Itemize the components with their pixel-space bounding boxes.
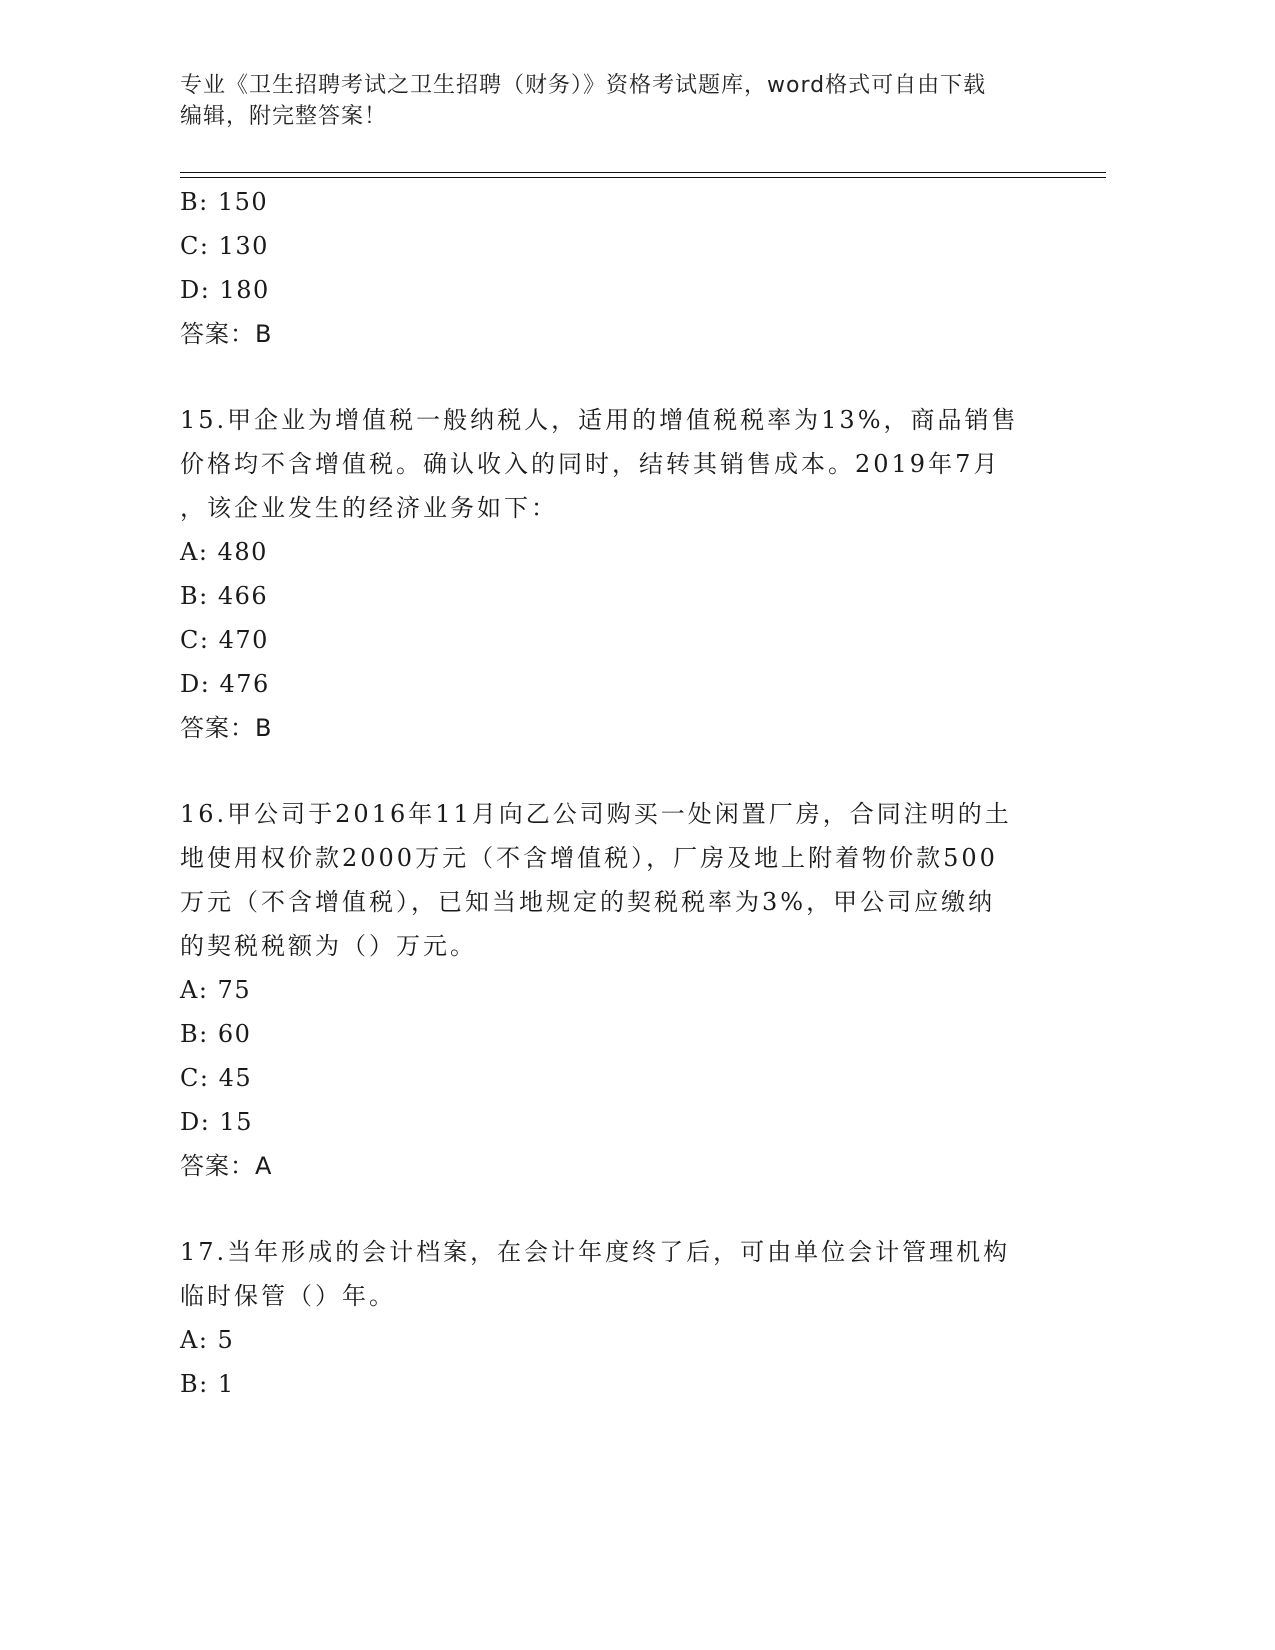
- block-spacer: [180, 356, 1040, 398]
- question-text-line: 的契税税额为（）万元。: [180, 932, 477, 960]
- header-rule-bottom: [180, 177, 1106, 178]
- header-line-1: 专业《卫生招聘考试之卫生招聘（财务）》资格考试题库，word格式可自由下载: [180, 73, 987, 98]
- option-a: A: 75: [180, 976, 252, 1004]
- block-spacer: [180, 1188, 1040, 1230]
- question-text-line: 地使用权价款2000万元（不含增值税），厂房及地上附着物价款500: [180, 844, 998, 872]
- answer-line: 答案：B: [180, 714, 273, 742]
- option-b: B: 150: [180, 188, 269, 216]
- option-d: D: 180: [180, 276, 270, 304]
- option-b: B: 466: [180, 582, 269, 610]
- option-a: A: 480: [180, 538, 268, 566]
- question-text-line: ，该企业发生的经济业务如下：: [180, 494, 558, 522]
- answer-line: 答案：B: [180, 320, 273, 348]
- option-a: A: 5: [180, 1326, 235, 1354]
- question-text-line: 价格均不含增值税。确认收入的同时，结转其销售成本。2019年7月: [180, 450, 1001, 478]
- question-block: [180, 1230, 1040, 1406]
- answer-line: 答案：A: [180, 1152, 273, 1180]
- header-line-2: 编辑，附完整答案！: [180, 104, 388, 129]
- question-block: [180, 398, 1040, 750]
- question-list: [180, 180, 1040, 1406]
- option-d: D: 476: [180, 670, 270, 698]
- option-c: C: 45: [180, 1064, 253, 1092]
- question-block: [180, 180, 1040, 356]
- option-c: C: 470: [180, 626, 269, 654]
- question-text-line: 17.当年形成的会计档案，在会计年度终了后，可由单位会计管理机构: [180, 1238, 1011, 1266]
- question-text-line: 万元（不含增值税），已知当地规定的契税税率为3%，甲公司应缴纳: [180, 888, 996, 916]
- question-block: [180, 792, 1040, 1188]
- option-b: B: 60: [180, 1020, 252, 1048]
- option-c: C: 130: [180, 232, 269, 260]
- document-header: [180, 70, 1040, 132]
- block-spacer: [180, 750, 1040, 792]
- question-text-line: 临时保管（）年。: [180, 1282, 396, 1310]
- question-text-line: 16.甲公司于2016年11月向乙公司购买一处闲置厂房，合同注明的土: [180, 800, 1012, 828]
- header-rule-top: [180, 172, 1106, 173]
- option-d: D: 15: [180, 1108, 253, 1136]
- question-text-line: 15.甲企业为增值税一般纳税人，适用的增值税税率为13%，商品销售: [180, 406, 1019, 434]
- option-b: B: 1: [180, 1370, 235, 1398]
